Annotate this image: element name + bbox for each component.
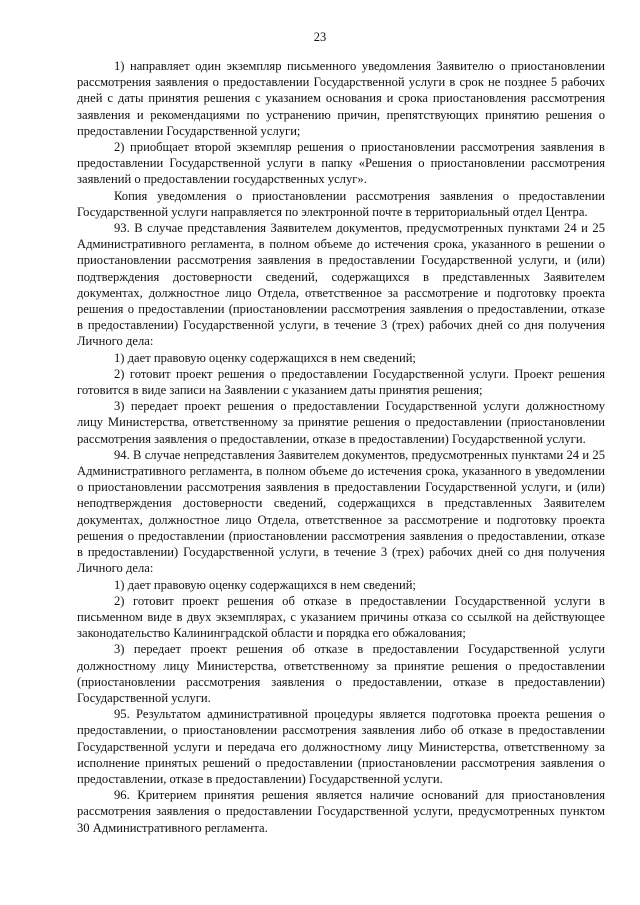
paragraph: 94. В случае непредставления Заявителем документов, предусмотренных пунктами 24 и 25 Административного регламента, в полном объеме до истечения срока, указанного в уведомлении о приостановлении рассмотрения заявления в предоставлении Государственной услуги, и (или) неподтверждения достоверности сведений, содержащихся в представленных Заявителем документах, должностное лицо Отдела, ответственное за рассмотрение и подготовку проекта решения о предоставлении (приостановлении рассмотрения заявления о предоставлении, отказе в предоставлении) Государственной услуги, в течение 3 (трех) рабочих дней со дня получения Личного дела: bbox=[77, 447, 605, 576]
page-number: 23 bbox=[313, 30, 327, 44]
paragraph: 2) готовит проект решения о предоставлении Государственной услуги. Проект решения готовится в виде записи на Заявлении с указанием даты принятия решения; bbox=[77, 366, 605, 398]
paragraph: 3) передает проект решения об отказе в предоставлении Государственной услуги должностному лицу Министерства, ответственному за принятие решения о предоставлении (приостановлении рассмотрения заявления о предоставлении, отказе в предоставлении) Государственной услуги. bbox=[77, 642, 605, 705]
paragraph: 1) дает правовую оценку содержащихся в нем сведений; bbox=[114, 577, 416, 592]
paragraph: 2) приобщает второй экземпляр решения о приостановлении рассмотрения заявления в предоставлении Государственной услуги в папку «Решения о приостановлении рассмотрения заявлений о предоставлении государственных услуг». bbox=[77, 140, 605, 187]
paragraph: 95. Результатом административной процедуры является подготовка проекта решения о предоставлении, о приостановлении рассмотрения заявления либо об отказе в предоставлении Государственной услуги и передача его должностному лицу Министерства, ответственному за исполнение принятых решений о предоставлении (приостановлении рассмотрения заявления о предоставлении, отказе в предоставлении) Государственной услуги. bbox=[77, 707, 605, 786]
paragraph: 96. Критерием принятия решения является наличие оснований для приостановления рассмотрения заявления о предоставлении Государственной услуги, предусмотренных пунктом 30 Административного регламента. bbox=[77, 788, 605, 835]
paragraph: 1) дает правовую оценку содержащихся в нем сведений; bbox=[114, 350, 416, 365]
document-body bbox=[77, 58, 605, 836]
paragraph: 93. В случае представления Заявителем документов, предусмотренных пунктами 24 и 25 Административного регламента, в полном объеме до истечения срока, указанного в решении о приостановлении рассмотрения заявления в предоставлении Государственной услуги, и (или) подтверждения достоверности сведений, содержащихся в представленных Заявителем документах, должностное лицо Отдела, ответственное за рассмотрение и подготовку проекта решения о предоставлении (приостановлении рассмотрения заявления о предоставлении, отказе в предоставлении) Государственной услуги, в течение 3 (трех) рабочих дней со дня получения Личного дела: bbox=[77, 221, 605, 349]
paragraph: 2) готовит проект решения об отказе в предоставлении Государственной услуги в письменном виде в двух экземплярах, с указанием причины отказа со ссылкой на действующее законодательство Калининградской области и порядка его обжалования; bbox=[77, 593, 605, 641]
paragraph: Копия уведомления о приостановлении рассмотрения заявления о предоставлении Государственной услуги направляется по электронной почте в территориальный отдел Центра. bbox=[77, 188, 605, 219]
paragraph: 1) направляет один экземпляр письменного уведомления Заявителю о приостановлении рассмотрения заявления о предоставлении Государственной услуги в срок не позднее 5 рабочих дней с даты принятия решения с указанием основания и срока приостановления рассмотрения заявления и рекомендациями по устранению причин, препятствующих принятию решения о предоставлении Государственной услуги; bbox=[77, 59, 605, 138]
paragraph: 3) передает проект решения о предоставлении Государственной услуги должностному лицу Министерства, ответственному за принятие решения о предоставлении (приостановлении рассмотрения заявления о предоставлении, отказе в предоставлении) Государственной услуги. bbox=[77, 399, 605, 446]
